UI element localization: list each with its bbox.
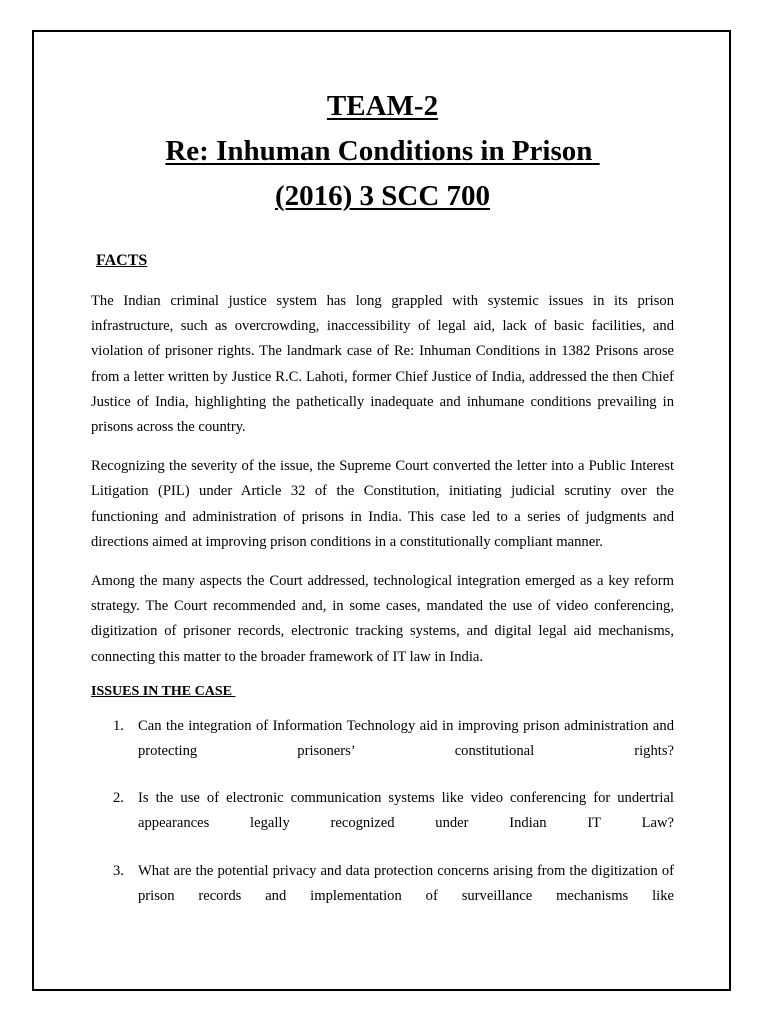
issue-text: What are the potential privacy and data protection concerns arising from the digitization of prison records and implementation of surveillance mechanisms like — [138, 862, 674, 904]
title-team: TEAM-2 — [326, 90, 439, 122]
facts-paragraph: Among the many aspects the Court addressed, technological integration emerged as a key reform strategy. The Court recommended and, in some cases, mandated the use of video conferencing, digitization of prisoner records, electronic tracking systems, and digital legal aid mechanisms, connecting this matter to the broader framework of IT law in India. — [91, 573, 674, 665]
issue-text: Can the integration of Information Technology aid in improving prison administration and protecting prisoners’ constitutional rights? — [138, 717, 674, 760]
issue-number: 1. — [113, 717, 124, 734]
issue-number: 3. — [113, 862, 124, 879]
issues-list — [91, 714, 674, 909]
title-case-name: Re: Inhuman Conditions in Prison — [165, 135, 600, 167]
facts-paragraph: The Indian criminal justice system has long grappled with systemic issues in its prison infrastructure, such as overcrowding, inaccessibility of legal aid, lack of basic facilities, and violation of prisoner rights. The landmark case of Re: Inhuman Conditions in 1382 Prisons arose from a letter written by Justice R.C. Lahoti, former Chief Justice of India, addressed the then Chief Justice of India, highlighting the pathetically inadequate and inhumane conditions prevailing in prisons across the country. — [91, 293, 674, 436]
list-item — [91, 786, 674, 836]
title-citation: (2016) 3 SCC 700 — [274, 180, 491, 212]
document-body — [91, 84, 674, 931]
issue-text: Is the use of electronic communication systems like video conferencing for undertrial appearances legally recognized under Indian IT Law? — [138, 790, 674, 832]
issues-heading: ISSUES IN THE CASE — [91, 683, 236, 699]
facts-paragraph: Recognizing the severity of the issue, the Supreme Court converted the letter into a Public Interest Litigation (PIL) under Article 32 of the Constitution, initiating judicial scrutiny over the functioning and administration of prisons in India. This case led to a series of judgments and directions aimed at improving prison conditions in a constitutionally compliant manner. — [91, 458, 674, 550]
document-title — [91, 84, 674, 219]
list-item — [91, 859, 674, 909]
list-item — [91, 714, 674, 764]
facts-heading: FACTS — [96, 252, 148, 269]
issue-number: 2. — [113, 790, 124, 807]
